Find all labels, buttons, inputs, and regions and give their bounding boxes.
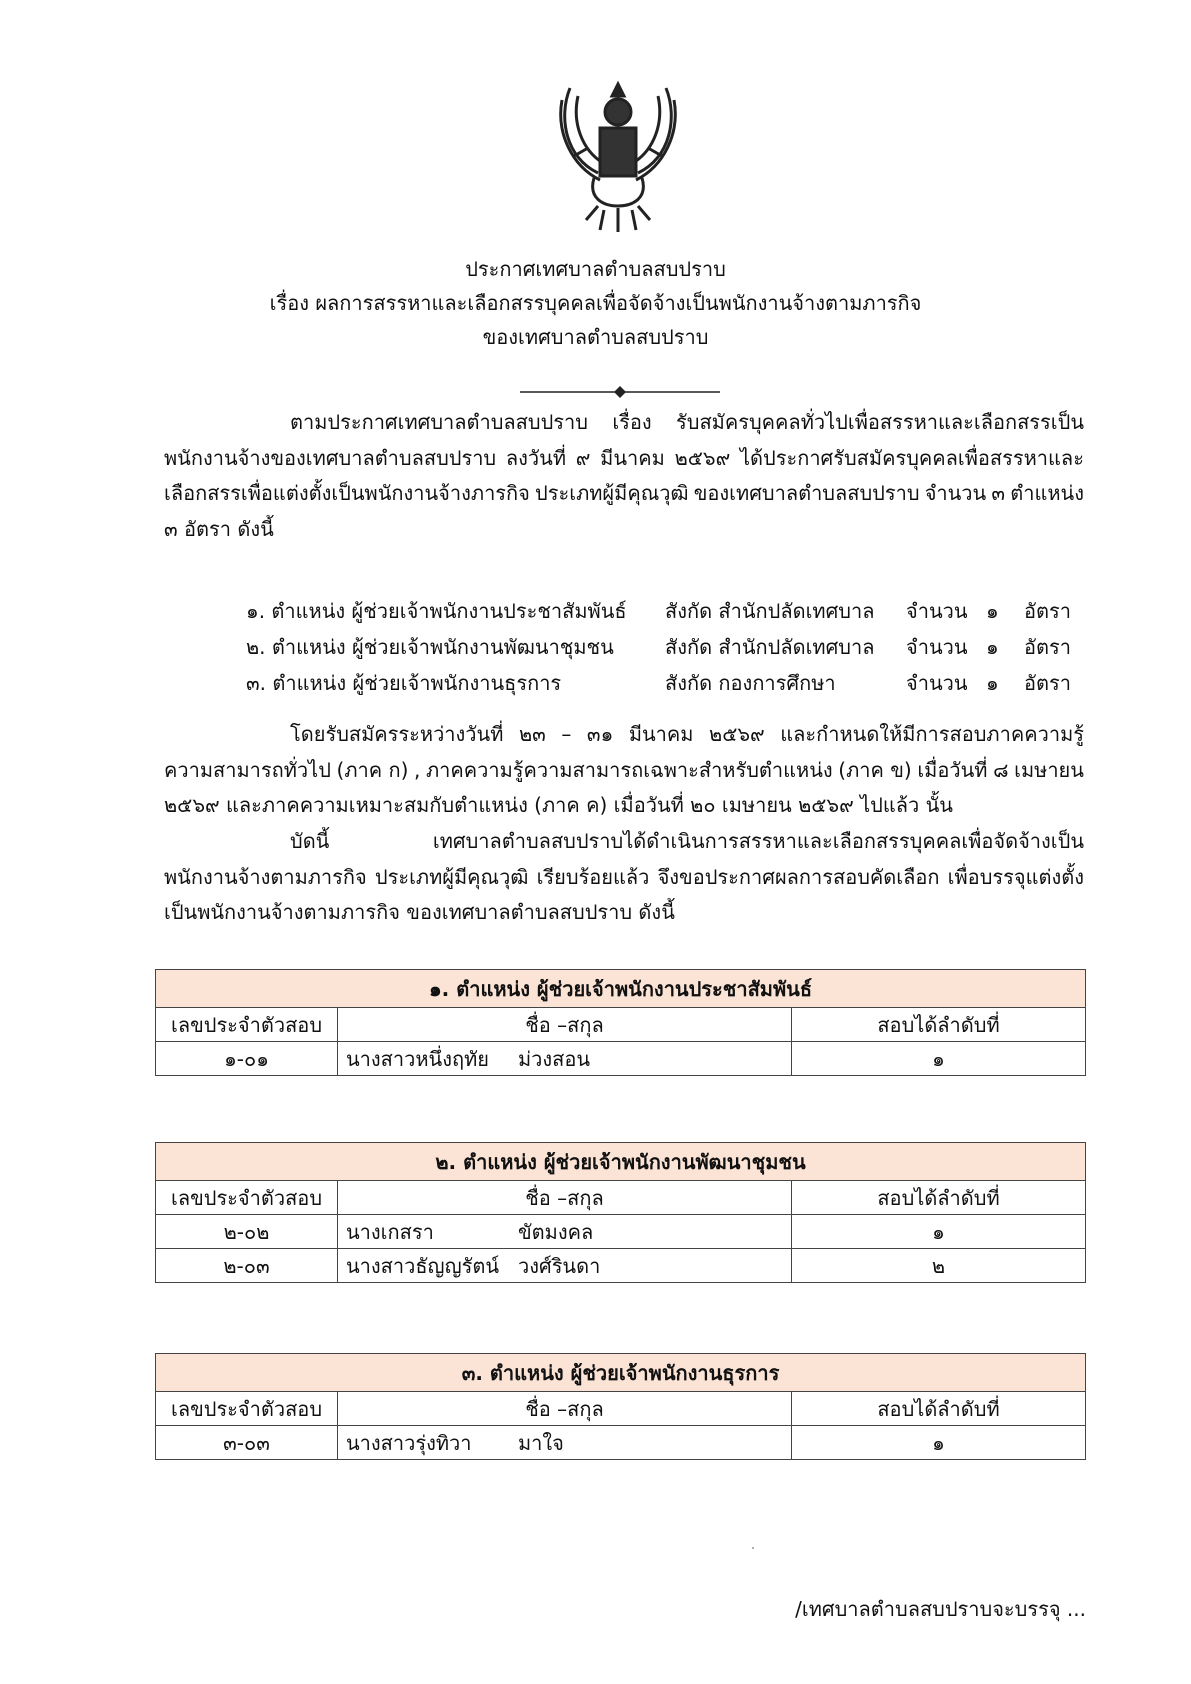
paragraph-line (164, 405, 1084, 441)
text-segment: (ภาค ก) (336, 757, 409, 782)
paragraph-line (164, 860, 1084, 896)
text-segment: พนักงานจ้างของเทศบาลตำบลสบปราบ (164, 445, 497, 470)
column-header-rank: สอบได้ลำดับที่ (792, 1008, 1086, 1042)
announcement-title: ประกาศเทศบาลตำบลสบปราบ (465, 257, 726, 281)
rank-cell: ๑ (792, 1215, 1086, 1249)
column-header-name: ชื่อ –สกุล (338, 1181, 792, 1215)
column-header-name: ชื่อ –สกุล (338, 1008, 792, 1042)
last-name: ม่วงสอน (518, 1046, 591, 1071)
text-segment: รับสมัครบุคคลทั่วไปเพื่อสรรหาและเลือกสรรเป็น (676, 410, 1084, 434)
rank-cell: ๑ (792, 1042, 1086, 1076)
text-segment: เมษายน (1014, 757, 1084, 782)
text-segment: จำนวน (924, 481, 987, 505)
position-unit: อัตรา (1024, 599, 1071, 623)
last-name: มาใจ (518, 1430, 564, 1455)
text-segment: ๘ (993, 757, 1009, 782)
exam-id-cell: ๒-๐๓ (156, 1249, 338, 1283)
exam-id-cell: ๒-๐๒ (156, 1215, 338, 1249)
rank-cell: ๑ (792, 1426, 1086, 1460)
position-item (246, 631, 1071, 667)
last-name: ขัตมงคล (518, 1219, 594, 1244)
text-segment: ๒๕๖๙ (674, 445, 731, 470)
name-cell (338, 1249, 792, 1283)
position-count-label: จำนวน (906, 635, 968, 659)
paragraph-line (164, 476, 1084, 512)
header-divider (520, 383, 720, 401)
position-count: ๑ (986, 635, 999, 659)
text-segment: พนักงานจ้างตามภารกิจ (164, 864, 367, 889)
text-segment: ประเภทผู้มีคุณวุฒิ (535, 481, 689, 505)
first-name: นางสาวธัญญรัตน์ (346, 1253, 500, 1278)
text-segment: ๒๕๖๙ (709, 722, 765, 746)
text-segment: เป็นพนักงานจ้างตามภารกิจ ของเทศบาลตำบลสบปราบ ดังนี้ (164, 900, 675, 924)
announcement-subject-continued: ของเทศบาลตำบลสบปราบ (482, 325, 709, 349)
table-row (156, 1426, 1086, 1460)
table-row (156, 1042, 1086, 1076)
position-title: ๓. ตำแหน่ง ผู้ช่วยเจ้าพนักงานธุรการ (246, 671, 562, 695)
text-segment: เลือกสรรเพื่อแต่งตั้งเป็นพนักงานจ้างภารกิจ (164, 481, 530, 505)
column-header-exam-id: เลขประจำตัวสอบ (156, 1392, 338, 1426)
table-row (156, 1215, 1086, 1249)
text-segment: ๓ (991, 481, 1006, 505)
text-segment: โดยรับสมัครระหว่างวันที่ (290, 722, 504, 746)
table-title: ๒. ตำแหน่ง ผู้ช่วยเจ้าพนักงานพัฒนาชุมชน (156, 1143, 1086, 1181)
text-segment: ของเทศบาลตำบลสบปราบ (693, 481, 920, 505)
position-count: ๑ (986, 671, 999, 695)
scan-speck (752, 1547, 754, 1549)
first-name: นางสาวรุ่งทิวา (346, 1430, 472, 1455)
column-header-exam-id: เลขประจำตัวสอบ (156, 1008, 338, 1042)
paragraph-line (164, 788, 1084, 824)
table-title: ๑. ตำแหน่ง ผู้ช่วยเจ้าพนักงานประชาสัมพันธ์ (156, 970, 1086, 1008)
text-segment: ได้ประกาศรับสมัครบุคคลเพื่อสรรหาและ (739, 445, 1084, 470)
paragraph-line (164, 441, 1084, 477)
column-header-name: ชื่อ –สกุล (338, 1392, 792, 1426)
last-name: วงศ์รินดา (518, 1253, 601, 1278)
text-segment: ความสามารถทั่วไป (164, 757, 331, 782)
results-table-public-relations (155, 969, 1086, 1076)
results-intro-paragraph (164, 824, 1084, 931)
column-header-rank: สอบได้ลำดับที่ (792, 1181, 1086, 1215)
text-segment: ตามประกาศเทศบาลตำบลสบปราบ (290, 410, 588, 434)
text-segment: มีนาคม (600, 445, 665, 470)
text-segment: จึงขอประกาศผลการสอบคัดเลือก (657, 864, 940, 889)
results-table-clerical (155, 1353, 1086, 1460)
text-segment: ประเภทผู้มีคุณวุฒิ (374, 864, 529, 889)
text-segment: เทศบาลตำบลสบปราบได้ดำเนินการสรรหาและเลือกสรรบุคคลเพื่อจัดจ้างเป็น (432, 829, 1084, 853)
paragraph-line (164, 753, 1084, 789)
position-unit: อัตรา (1024, 671, 1071, 695)
announcement-subject: เรื่อง ผลการสรรหาและเลือกสรรบุคคลเพื่อจัดจ้างเป็นพนักงานจ้างตามภารกิจ (269, 291, 922, 315)
text-segment: ๙ (575, 445, 591, 470)
column-header-rank: สอบได้ลำดับที่ (792, 1392, 1086, 1426)
column-header-exam-id: เลขประจำตัวสอบ (156, 1181, 338, 1215)
application-paragraph (164, 717, 1084, 824)
text-segment: บัดนี้ (290, 829, 330, 853)
table-row (156, 1249, 1086, 1283)
garuda-emblem-icon (548, 78, 688, 236)
text-segment: ๓ อัตรา ดังนี้ (164, 516, 274, 541)
continuation-note: /เทศบาลตำบลสบปราบจะบรรจุ ... (795, 1597, 1086, 1621)
position-item (246, 667, 1071, 703)
text-segment: ๒๕๖๙ และภาคความเหมาะสมกับตำแหน่ง (ภาค ค) เมื่อวันที่ ๒๐ เมษายน ๒๕๖๙ ไปแล้ว นั้น (164, 793, 953, 817)
first-name: นางเกสรา (346, 1219, 434, 1244)
position-count-label: จำนวน (906, 671, 968, 695)
text-segment: (ภาค ข) (838, 757, 912, 782)
text-segment: – (561, 722, 572, 746)
rank-cell: ๒ (792, 1249, 1086, 1283)
text-segment: , (414, 757, 421, 782)
name-cell (338, 1426, 792, 1460)
text-segment: เมื่อวันที่ (917, 757, 988, 782)
intro-paragraph (164, 405, 1084, 547)
table-title: ๓. ตำแหน่ง ผู้ช่วยเจ้าพนักงานธุรการ (156, 1354, 1086, 1392)
paragraph-line (164, 512, 1084, 548)
paragraph-line (164, 895, 1084, 931)
results-table-community-development (155, 1142, 1086, 1283)
name-cell (338, 1042, 792, 1076)
position-item (246, 595, 1071, 631)
paragraph-line (164, 824, 1084, 860)
position-department: สังกัด สำนักปลัดเทศบาล (665, 635, 875, 659)
exam-id-cell: ๓-๐๓ (156, 1426, 338, 1460)
name-cell (338, 1215, 792, 1249)
text-segment: เรื่อง (612, 410, 652, 434)
text-segment: และกำหนดให้มีการสอบภาคความรู้ (780, 722, 1084, 746)
position-count: ๑ (986, 599, 999, 623)
paragraph-line (164, 717, 1084, 753)
position-department: สังกัด กองการศึกษา (665, 671, 836, 695)
position-title: ๒. ตำแหน่ง ผู้ช่วยเจ้าพนักงานพัฒนาชุมชน (246, 635, 614, 659)
position-count-label: จำนวน (906, 599, 968, 623)
text-segment: เรียบร้อยแล้ว (536, 864, 650, 889)
text-segment: ลงวันที่ (505, 445, 566, 470)
position-unit: อัตรา (1024, 635, 1071, 659)
text-segment: ๓๑ (586, 722, 614, 746)
text-segment: ๒๓ (518, 722, 546, 746)
text-segment: มีนาคม (628, 722, 694, 746)
text-segment: ตำแหน่ง (1010, 481, 1084, 505)
exam-id-cell: ๑-๐๑ (156, 1042, 338, 1076)
first-name: นางสาวหนึ่งฤทัย (346, 1046, 489, 1071)
text-segment: เพื่อบรรจุแต่งตั้ง (947, 864, 1084, 889)
text-segment: ภาคความรู้ความสามารถเฉพาะสำหรับตำแหน่ง (425, 757, 833, 782)
position-title: ๑. ตำแหน่ง ผู้ช่วยเจ้าพนักงานประชาสัมพันธ์ (246, 599, 627, 623)
position-department: สังกัด สำนักปลัดเทศบาล (665, 599, 875, 623)
